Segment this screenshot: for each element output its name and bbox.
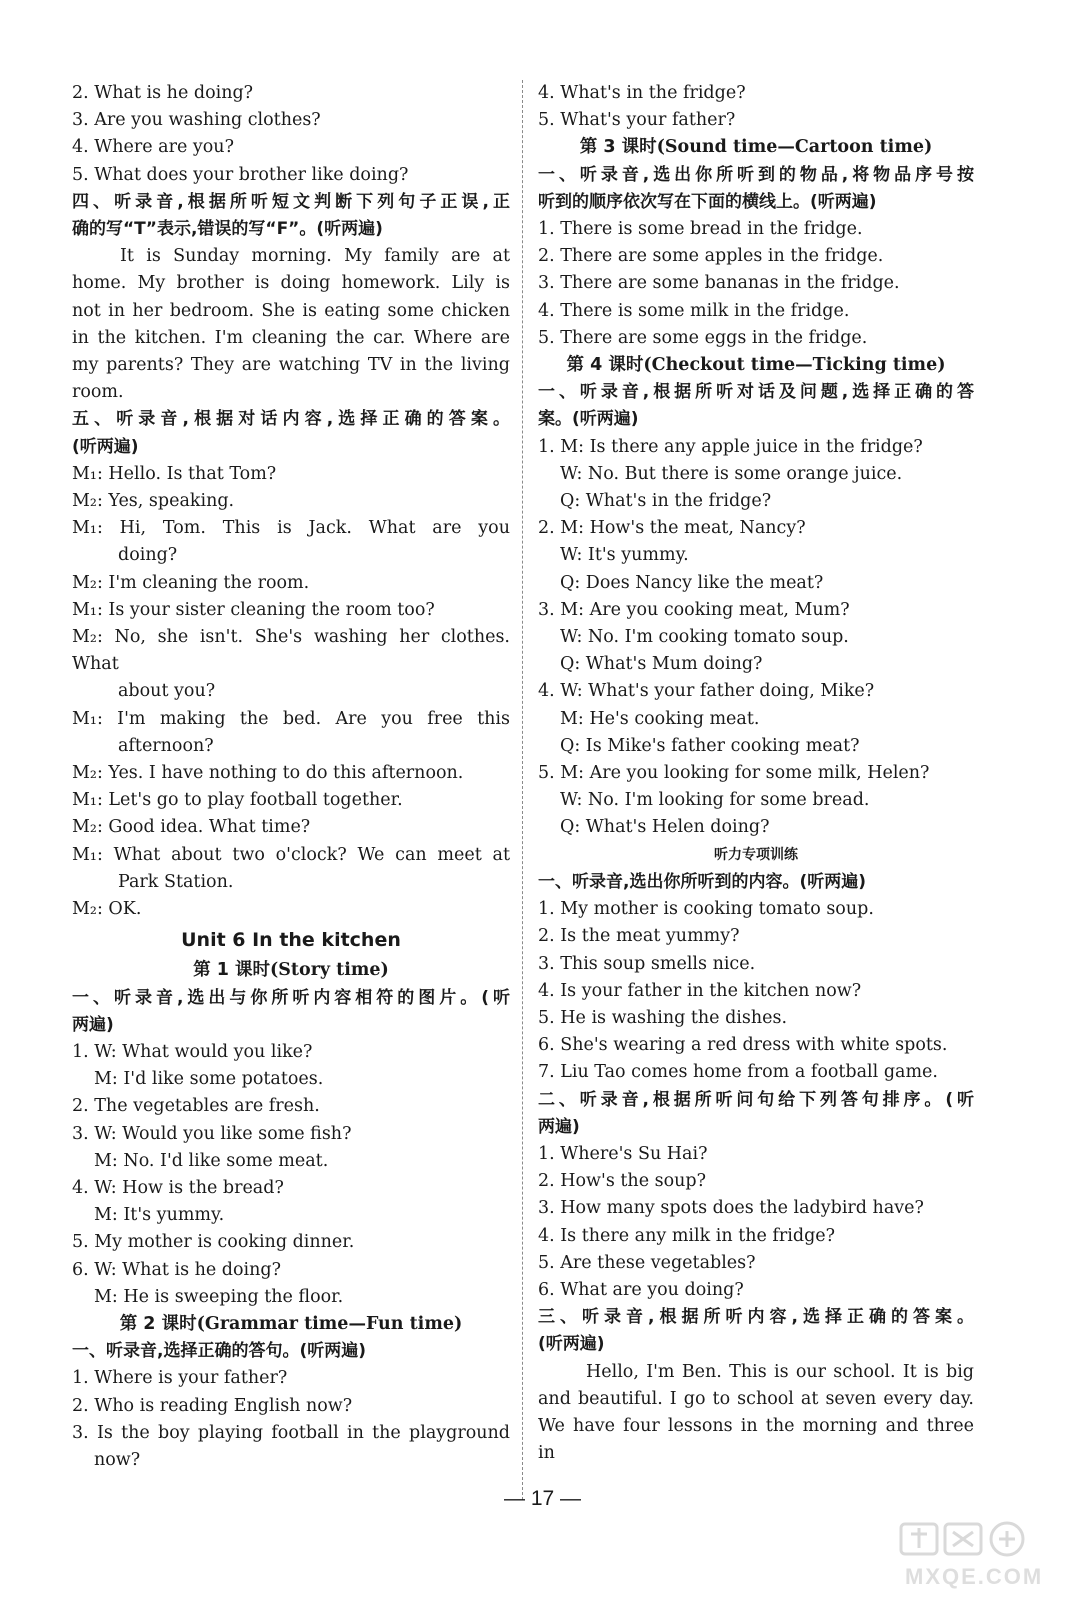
page-number: — 17 —: [503, 1487, 582, 1510]
line-text: Park Station.: [118, 871, 234, 892]
line-text: M: No. I'd like some meat.: [94, 1150, 329, 1171]
left-line: [72, 1121, 510, 1148]
left-line: [72, 134, 510, 161]
line-text: 一、听录音,选择正确的答句。(听两遍): [72, 1341, 366, 1362]
left-line: [72, 733, 510, 760]
line-text: 一、听录音,根据所听对话及问题,选择正确的答: [538, 382, 974, 403]
line-text: 4. Where are you?: [72, 137, 234, 158]
line-text: Q: What's Mum doing?: [560, 654, 763, 675]
speaker-label: M₂: [72, 491, 97, 512]
line-text: 5. What's your father?: [538, 110, 736, 131]
right-line: [538, 978, 974, 1005]
left-line: [72, 80, 510, 107]
line-text: Hello, I'm Ben. This is our school. It is big: [586, 1361, 974, 1382]
line-text: Yes. I have nothing to do this afternoon.: [108, 763, 464, 784]
left-line: [72, 434, 510, 461]
right-line: [538, 1141, 974, 1168]
line-text: M: He's cooking meat.: [560, 708, 760, 729]
right-line: [538, 134, 974, 161]
speaker-label: M₂: [72, 763, 97, 784]
right-line: [538, 434, 974, 461]
speaker-label: M₂: [72, 899, 97, 920]
left-column: [72, 80, 510, 1474]
right-line: [538, 1168, 974, 1195]
line-text: I'm making the bed. Are you free this: [117, 708, 510, 729]
line-text: 案。(听两遍): [538, 409, 639, 430]
line-text: 2. M: How's the meat, Nancy?: [538, 518, 806, 539]
line-text: W: No. I'm looking for some bread.: [560, 790, 870, 811]
line-text: 3. There are some bananas in the fridge.: [538, 273, 900, 294]
left-line: [72, 1066, 510, 1093]
left-line: M₂: Good idea. What time?: [72, 817, 311, 838]
line-text: M: He is sweeping the floor.: [94, 1286, 344, 1307]
line-text: 3. How many spots does the ladybird have?: [538, 1198, 924, 1219]
line-text: 二、听录音,根据所听问句给下列答句排序。(听: [538, 1089, 974, 1110]
line-text: Q: Is Mike's father cooking meat?: [560, 735, 860, 756]
line-text: 4. Is there any milk in the fridge?: [538, 1225, 836, 1246]
left-line: M₂: Yes. I have nothing to do this afternoon.: [72, 763, 464, 784]
line-text: 4. W: What's your father doing, Mike?: [538, 681, 875, 702]
right-line: [538, 678, 974, 705]
line-text: 1. Where is your father?: [72, 1368, 288, 1389]
left-line: M₁: What about two o'clock? We can meet at: [72, 844, 510, 865]
line-text: 3. M: Are you cooking meat, Mum?: [538, 599, 850, 620]
right-line: [538, 814, 974, 841]
left-line: M₁: I'm making the bed. Are you free this: [72, 708, 510, 729]
right-line: [538, 1277, 974, 1304]
left-line: M₁: Is your sister cleaning the room too?: [72, 599, 435, 620]
line-text: not in her bedroom. She is eating some chicken: [72, 300, 510, 321]
right-line: [538, 1304, 974, 1331]
right-line: [538, 896, 974, 923]
line-text: 一、听录音,选出你所听到的内容。(听两遍): [538, 871, 866, 892]
left-line: [72, 1093, 510, 1120]
line-text: 5. He is washing the dishes.: [538, 1007, 788, 1028]
line-text: (Story time): [270, 960, 389, 981]
left-line: [72, 1175, 510, 1202]
line-text: OK.: [108, 899, 142, 920]
right-line: [538, 923, 974, 950]
right-line: [538, 733, 974, 760]
right-line: [538, 1087, 974, 1114]
line-text: We have four lessons in the morning and three in: [538, 1415, 974, 1464]
line-text: (听两遍): [538, 1334, 605, 1355]
right-line: [538, 842, 974, 869]
right-line: [538, 1250, 974, 1277]
right-line: [538, 461, 974, 488]
right-line: [538, 1386, 974, 1413]
line-text: 2. Is the meat yummy?: [538, 926, 740, 947]
line-text: 3. Are you washing clothes?: [72, 110, 321, 131]
line-text: afternoon?: [118, 735, 214, 756]
right-line: [538, 325, 974, 352]
left-line: [72, 216, 510, 243]
right-line: [538, 1059, 974, 1086]
line-text: 5. What does your brother like doing?: [72, 164, 409, 185]
left-line: M₂: No, she isn't. She's washing her clothes. What: [72, 627, 510, 675]
line-text: 6. She's wearing a red dress with white spots.: [538, 1035, 948, 1056]
left-line: [72, 1148, 510, 1175]
left-line: [72, 923, 510, 957]
right-column: [538, 80, 974, 1467]
left-line: [72, 1311, 510, 1338]
line-text: Hi, Tom. This is Jack. What are you: [119, 518, 510, 539]
line-text: It is Sunday morning. My family are at: [120, 246, 510, 267]
line-text: Is your sister cleaning the room too?: [108, 599, 435, 620]
watermark-logo: [897, 1520, 1067, 1592]
left-line: [72, 298, 510, 325]
line-text: home. My brother is doing homework. Lily is: [72, 273, 510, 294]
left-line: [72, 406, 510, 433]
left-line: [72, 243, 510, 270]
speaker-label: M₂: [72, 627, 97, 648]
line-text: in the kitchen. I'm cleaning the car. Where are: [72, 327, 510, 348]
right-line: [538, 651, 974, 678]
line-text: 2. What is he doing?: [72, 83, 254, 103]
left-line: [72, 1338, 510, 1365]
right-line: [538, 216, 974, 243]
left-line: [72, 1447, 510, 1474]
line-text: 6. What are you doing?: [538, 1279, 744, 1300]
lesson-label: 第 4 课时: [566, 355, 644, 376]
line-text: 4. There is some milk in the fridge.: [538, 300, 850, 321]
line-text: 3. This soup smells nice.: [538, 953, 756, 974]
line-text: 1. My mother is cooking tomato soup.: [538, 899, 874, 920]
left-line: M₂: OK.: [72, 899, 142, 920]
right-line: [538, 597, 974, 624]
line-text: W: No. But there is some orange juice.: [560, 463, 903, 484]
line-text: 5. M: Are you looking for some milk, Helen?: [538, 763, 930, 784]
right-line: [538, 1005, 974, 1032]
line-text: doing?: [118, 545, 178, 566]
line-text: 一、听录音,选出你所听到的物品,将物品序号按: [538, 164, 974, 185]
line-text: Yes, speaking.: [108, 491, 235, 512]
right-line: [538, 706, 974, 733]
left-line: [72, 1365, 510, 1392]
right-line: [538, 542, 974, 569]
speaker-label: M₁: [72, 844, 97, 865]
speaker-label: M₁: [72, 463, 97, 484]
speaker-label: M₂: [72, 817, 97, 838]
right-line: [538, 243, 974, 270]
left-line: [72, 957, 510, 984]
left-line: [72, 1420, 510, 1447]
right-line: [538, 1331, 974, 1358]
left-line: [72, 325, 510, 352]
left-line: [72, 985, 510, 1012]
left-line: [72, 107, 510, 134]
line-text: 确的写“T”表示,错误的写“F”。(听两遍): [72, 219, 383, 240]
left-line: [72, 162, 510, 189]
speaker-label: M₂: [72, 572, 97, 593]
left-line: [72, 1284, 510, 1311]
line-text: 6. W: What is he doing?: [72, 1259, 281, 1280]
speaker-label: M₁: [72, 518, 97, 539]
line-text: 5. Are these vegetables?: [538, 1252, 756, 1273]
line-text: W: It's yummy.: [560, 545, 689, 566]
line-text: 2. The vegetables are fresh.: [72, 1096, 320, 1117]
right-line: [538, 1195, 974, 1222]
line-text: room.: [72, 382, 124, 403]
lesson-label: 第 3 课时: [579, 137, 657, 158]
line-text: (听两遍): [72, 436, 139, 457]
svg-text:MXQE.COM: MXQE.COM: [905, 1564, 1044, 1589]
left-line: M₂: I'm cleaning the room.: [72, 572, 310, 593]
left-line: [72, 270, 510, 297]
line-text: I'm cleaning the room.: [108, 572, 310, 593]
line-text: What about two o'clock? We can meet at: [113, 844, 510, 865]
line-text: 2. How's the soup?: [538, 1171, 706, 1192]
line-text: 3. W: Would you like some fish?: [72, 1123, 352, 1144]
line-text: Let's go to play football together.: [108, 790, 403, 811]
line-text: 1. There is some bread in the fridge.: [538, 219, 863, 240]
right-line: [538, 760, 974, 787]
right-line: [538, 1359, 974, 1386]
right-line: [538, 352, 974, 379]
left-line: [72, 1039, 510, 1066]
left-line: [72, 1012, 510, 1039]
right-line: [538, 624, 974, 651]
right-line: [538, 270, 974, 297]
line-text: 听力专项训练: [714, 846, 798, 863]
right-line: [538, 1223, 974, 1250]
right-line: [538, 298, 974, 325]
left-line: [72, 379, 510, 406]
line-text: (Checkout time—Ticking time): [643, 355, 946, 376]
lesson-label: 第 2 课时: [119, 1313, 197, 1334]
right-line: [538, 406, 974, 433]
line-text: 4. Is your father in the kitchen now?: [538, 980, 862, 1001]
right-line: [538, 162, 974, 189]
right-line: [538, 1114, 974, 1141]
line-text: 5. My mother is cooking dinner.: [72, 1232, 355, 1253]
line-text: 两遍): [72, 1014, 114, 1035]
right-line: [538, 189, 974, 216]
left-line: [72, 189, 510, 216]
line-text: 四、听录音,根据所听短文判断下列句子正误,正: [72, 191, 510, 212]
right-line: [538, 379, 974, 406]
left-line: [72, 542, 510, 569]
right-line: [538, 107, 974, 134]
line-text: 3. Is the boy playing football in the playground: [72, 1422, 510, 1443]
right-line: [538, 1032, 974, 1059]
line-text: 5. There are some eggs in the fridge.: [538, 327, 868, 348]
line-text: and beautiful. I go to school at seven every day.: [538, 1388, 974, 1409]
left-line: [72, 352, 510, 379]
line-text: Q: What's in the fridge?: [560, 491, 772, 512]
line-text: 三、听录音,根据所听内容,选择正确的答案。: [538, 1307, 974, 1328]
speaker-label: M₁: [72, 790, 97, 811]
left-line: [72, 1393, 510, 1420]
line-text: No, she isn't. She's washing her clothes. What: [72, 627, 510, 675]
line-text: about you?: [118, 681, 216, 702]
left-line: [72, 1257, 510, 1284]
line-text: now?: [94, 1449, 141, 1470]
line-text: 听到的顺序依次写在下面的横线上。(听两遍): [538, 191, 877, 212]
right-line: [538, 570, 974, 597]
lesson-label: 第 1 课时: [193, 960, 271, 981]
right-line: [538, 80, 974, 107]
line-text: 2. There are some apples in the fridge.: [538, 246, 884, 267]
line-text: 1. M: Is there any apple juice in the fridge?: [538, 436, 923, 457]
left-line: [72, 678, 510, 705]
line-text: 1. Where's Su Hai?: [538, 1143, 708, 1164]
right-line: [538, 1413, 974, 1467]
line-text: 2. Who is reading English now?: [72, 1395, 353, 1416]
line-text: W: No. I'm cooking tomato soup.: [560, 627, 849, 648]
right-line: [538, 787, 974, 814]
line-text: M: It's yummy.: [94, 1205, 225, 1226]
left-line: M₁: Hello. Is that Tom?: [72, 463, 277, 484]
speaker-label: M₁: [72, 599, 97, 620]
line-text: 4. What's in the fridge?: [538, 83, 746, 103]
line-text: Q: Does Nancy like the meat?: [560, 572, 824, 593]
line-text: Unit 6 In the kitchen: [181, 929, 401, 952]
left-line: M₁: Hi, Tom. This is Jack. What are you: [72, 518, 510, 539]
left-line: [72, 1229, 510, 1256]
line-text: 4. W: How is the bread?: [72, 1177, 284, 1198]
line-text: 五、听录音,根据对话内容,选择正确的答案。: [72, 409, 510, 430]
line-text: M: I'd like some potatoes.: [94, 1069, 324, 1090]
line-text: (Sound time—Cartoon time): [656, 137, 933, 158]
line-text: 1. W: What would you like?: [72, 1041, 313, 1062]
line-text: (Grammar time—Fun time): [196, 1313, 463, 1334]
left-line: [72, 1202, 510, 1229]
line-text: 一、听录音,选出与你所听内容相符的图片。(听: [72, 987, 510, 1008]
left-line: [72, 869, 510, 896]
right-line: [538, 515, 974, 542]
line-text: 两遍): [538, 1116, 580, 1137]
right-line: [538, 869, 974, 896]
speaker-label: M₁: [72, 708, 97, 729]
right-line: [538, 951, 974, 978]
left-line: M₂: Yes, speaking.: [72, 491, 235, 512]
line-text: Q: What's Helen doing?: [560, 817, 770, 838]
line-text: Hello. Is that Tom?: [108, 463, 277, 484]
column-divider: [522, 80, 523, 1500]
left-line: M₁: Let's go to play football together.: [72, 790, 403, 811]
line-text: Good idea. What time?: [108, 817, 311, 838]
right-line: [538, 488, 974, 515]
line-text: 7. Liu Tao comes home from a football game.: [538, 1062, 938, 1083]
line-text: my parents? They are watching TV in the living: [72, 355, 510, 376]
